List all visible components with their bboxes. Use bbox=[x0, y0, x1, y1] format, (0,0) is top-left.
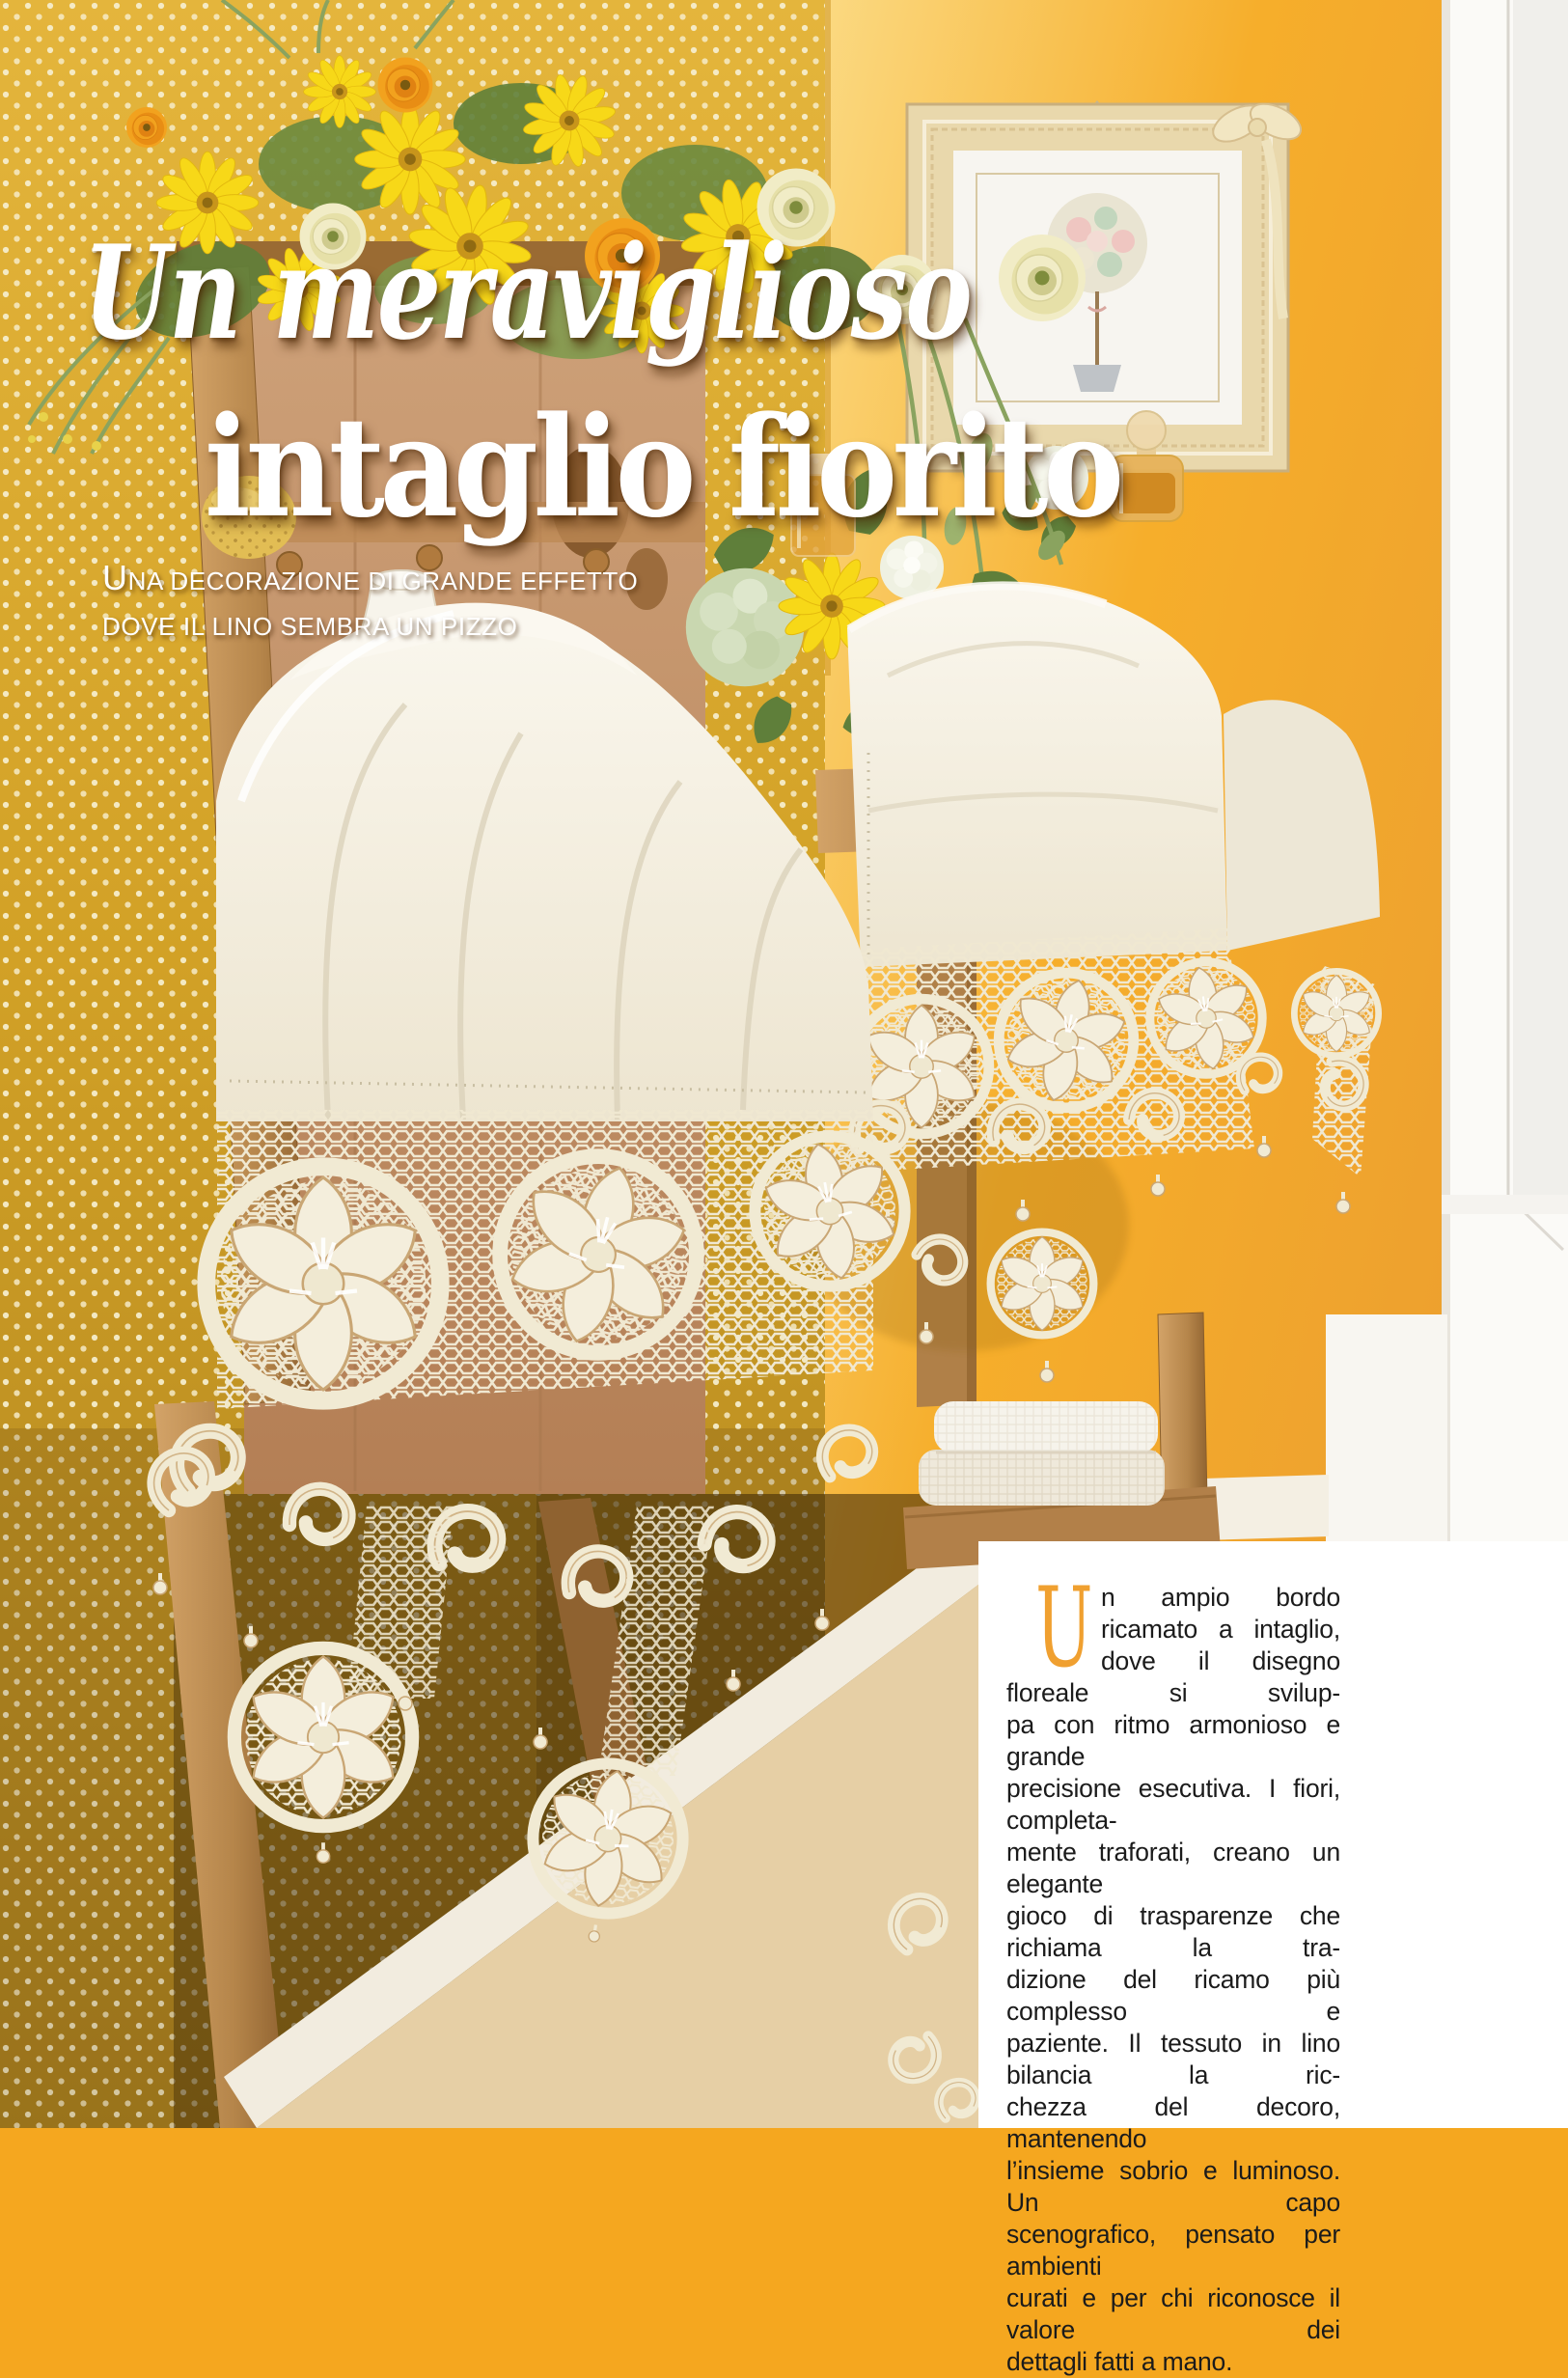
body-line: mente traforati, creano un elegante bbox=[1006, 1838, 1340, 1898]
baseboard-right bbox=[1203, 1475, 1329, 1540]
body-line: dettagli fatti a mano. bbox=[1006, 2347, 1233, 2376]
subtitle-line-2: DOVE IL LINO SEMBRA UN PIZZO bbox=[102, 612, 518, 641]
folded-towels bbox=[919, 1401, 1165, 1506]
body-line: precisione esecutiva. I fiori, completa- bbox=[1006, 1774, 1340, 1835]
body-line: paziente. Il tessuto in lino bilancia la ric- bbox=[1006, 2029, 1340, 2089]
body-line: dizione del ricamo più complesso e bbox=[1006, 1965, 1340, 2026]
body-line: n ampio bordo ricamato a intaglio, bbox=[1101, 1583, 1340, 1644]
body-line: dove il disegno floreale si svilup- bbox=[1006, 1646, 1340, 1707]
subtitle-line-1: UNA DECORAZIONE DI GRANDE EFFETTO bbox=[102, 558, 639, 597]
body-line: chezza del decoro, mantenendo bbox=[1006, 2092, 1340, 2153]
body-line: curati e per chi riconosce il valore dei bbox=[1006, 2283, 1340, 2344]
title-script-line: Un meraviglioso bbox=[83, 216, 971, 369]
body-line: l’insieme sobrio e luminoso. Un capo bbox=[1006, 2156, 1340, 2217]
body-line: gioco di trasparenze che richiama la tra- bbox=[1006, 1901, 1340, 1962]
body-line: scenografico, pensato per ambienti bbox=[1006, 2220, 1340, 2281]
body-line: pa con ritmo armonioso e grande bbox=[1006, 1710, 1340, 1771]
article-text-panel bbox=[978, 1541, 1568, 2376]
title-serif-line: intaglio fiorito bbox=[205, 386, 1119, 548]
drop-cap: U bbox=[1035, 1563, 1093, 1692]
